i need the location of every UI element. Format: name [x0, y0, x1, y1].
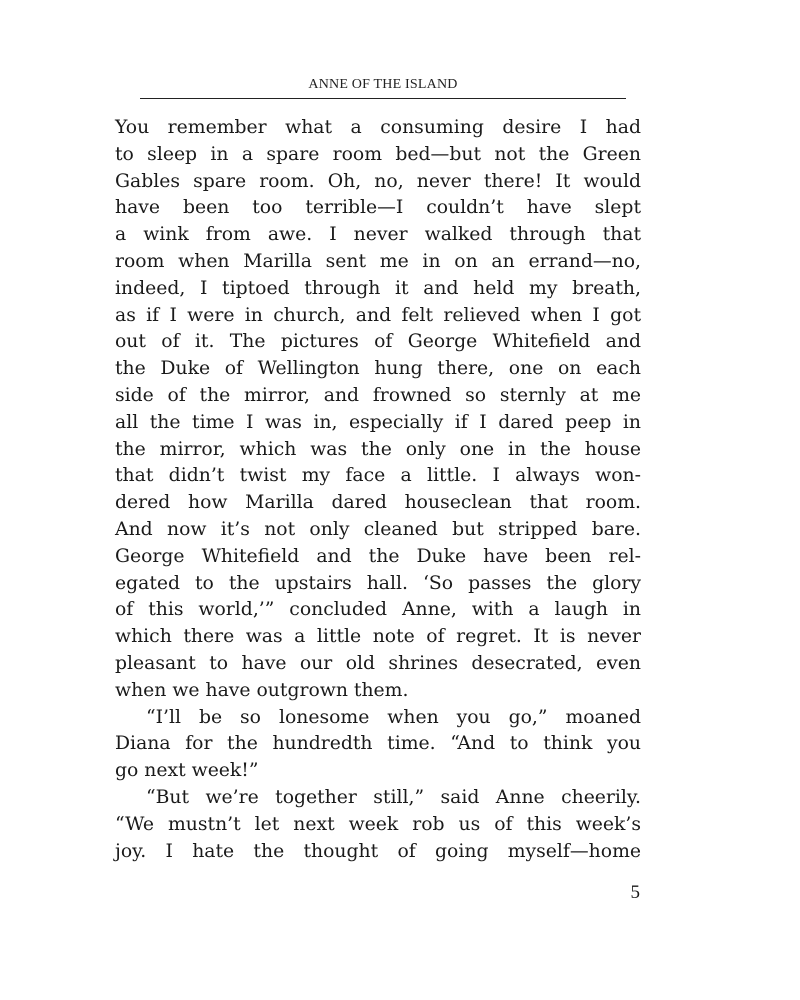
- text-line: the mirror, which was the only one in the house: [115, 438, 641, 460]
- text-line: egated to the upstairs hall. ‘So passes the glory: [115, 572, 641, 594]
- text-line: of this world,’” concluded Anne, with a laugh in: [115, 599, 641, 621]
- text-line: as if I were in church, and felt relieved when I got: [115, 304, 641, 326]
- paragraph-end-line: go next week!”: [115, 760, 259, 782]
- text-line: And now it’s not only cleaned but stripped bare.: [115, 518, 641, 540]
- text-line: side of the mirror, and frowned so sternly at me: [115, 384, 641, 406]
- text-line: George Whitefield and the Duke have been rel-: [115, 545, 641, 567]
- text-line: room when Marilla sent me in on an errand—no,: [115, 250, 641, 272]
- text-line: “We mustn’t let next week rob us of this week’s: [115, 813, 641, 835]
- text-line: the Duke of Wellington hung there, one on each: [115, 358, 641, 380]
- text-line: dered how Marilla dared houseclean that room.: [115, 492, 641, 514]
- text-line: Gables spare room. Oh, no, never there! It would: [115, 170, 641, 192]
- text-line: joy. I hate the thought of going myself—home: [115, 840, 641, 862]
- text-line: which there was a little note of regret. It is never: [115, 626, 641, 648]
- text-line: indeed, I tiptoed through it and held my breath,: [115, 277, 641, 299]
- paragraph-end-line: when we have outgrown them.: [115, 679, 409, 701]
- text-line: pleasant to have our old shrines desecrated, even: [115, 652, 641, 674]
- running-header: ANNE OF THE ISLAND: [308, 77, 458, 92]
- text-line: have been too terrible—I couldn’t have slept: [115, 197, 641, 219]
- text-line: You remember what a consuming desire I had: [115, 117, 641, 138]
- header-rule: [140, 98, 626, 99]
- text-line: all the time I was in, especially if I dared peep in: [115, 411, 641, 433]
- text-line: a wink from awe. I never walked through that: [115, 224, 641, 246]
- text-line: out of it. The pictures of George Whitefield and: [115, 331, 641, 353]
- text-line: to sleep in a spare room bed—but not the Green: [115, 143, 641, 165]
- text-line: that didn’t twist my face a little. I always won-: [115, 465, 641, 487]
- body-text: [115, 115, 641, 865]
- text-line: Diana for the hundredth time. “And to think you: [115, 733, 641, 755]
- paragraph-start-line: “I’ll be so lonesome when you go,” moaned: [146, 706, 641, 728]
- page-number: 5: [630, 882, 640, 903]
- paragraph-start-line: “But we’re together still,” said Anne cheerily.: [146, 786, 641, 808]
